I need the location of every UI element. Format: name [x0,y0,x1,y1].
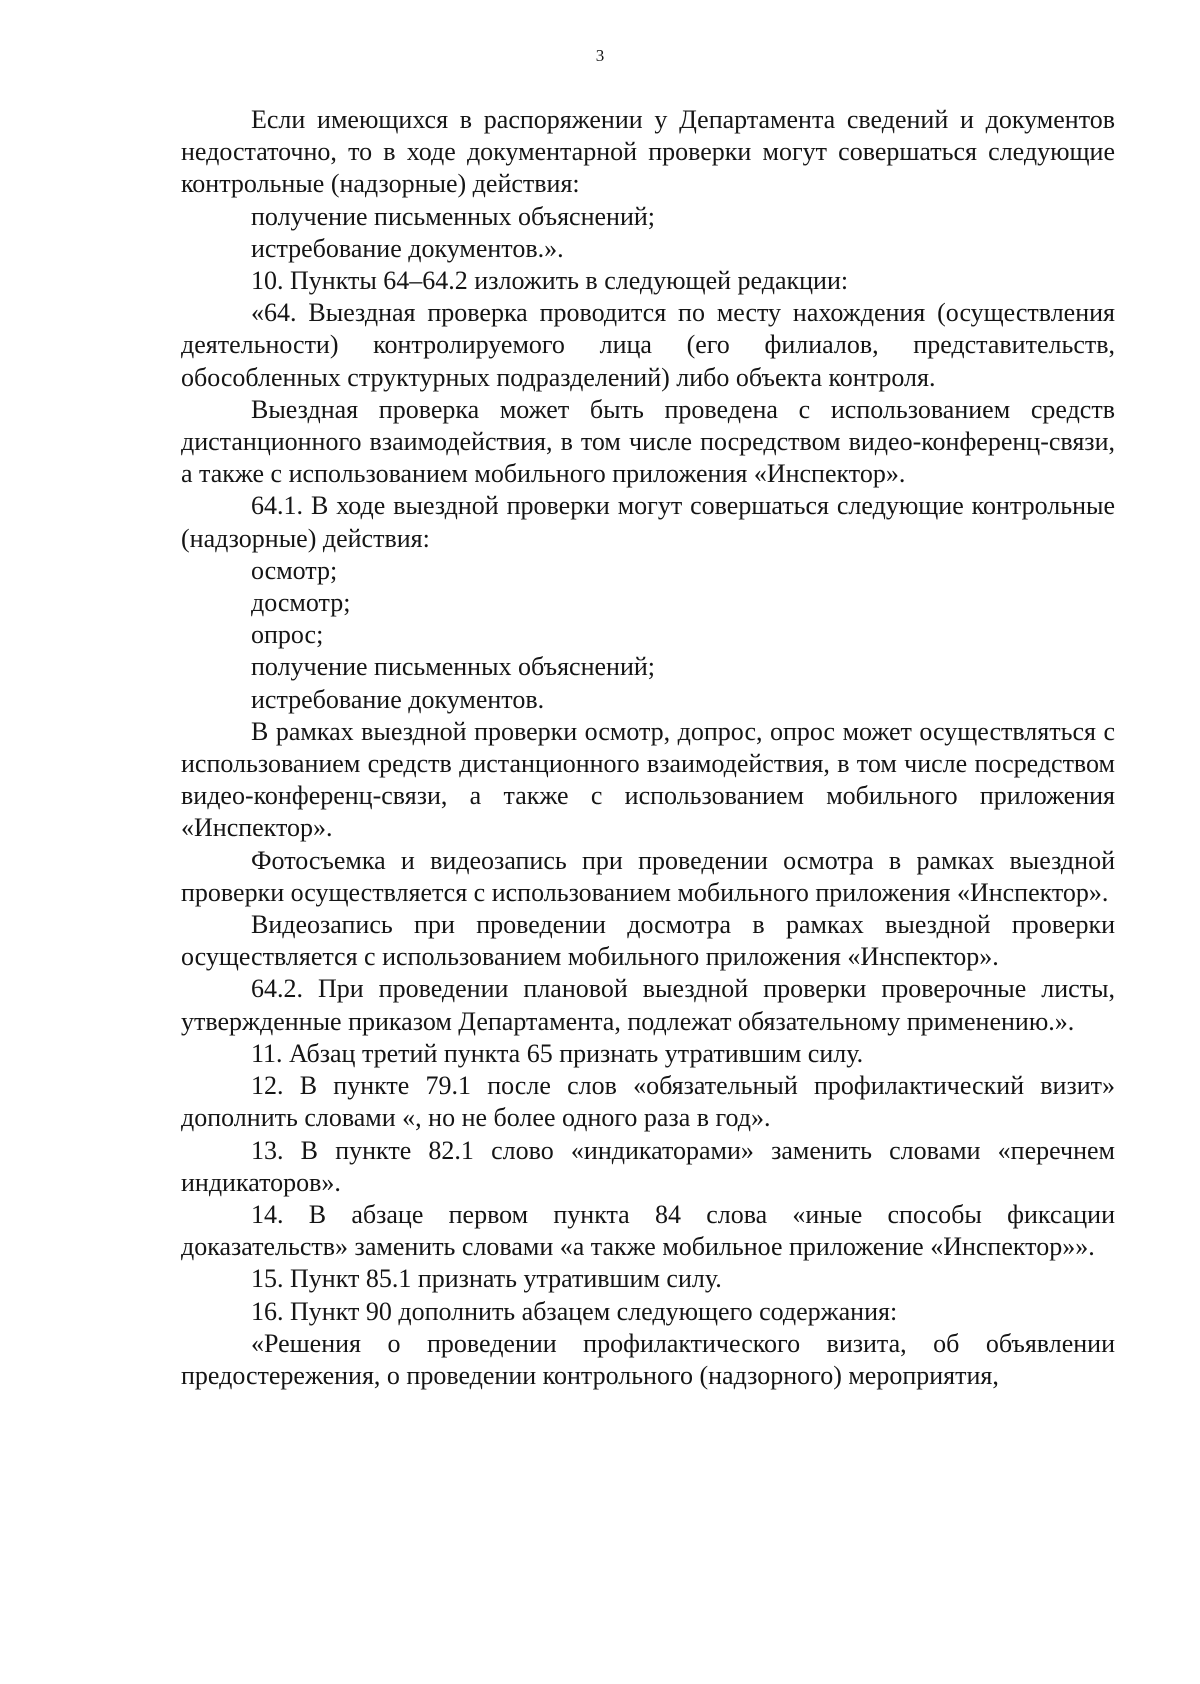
paragraph: В рамках выездной проверки осмотр, допрос, опрос может осуществляться с использованием средств дистанционного взаимодействия, в том числе посредством видео-конференц-связи, а также с использованием мобильного приложения «Инспектор». [181,716,1115,843]
list-item: 10. Пункты 64–64.2 изложить в следующей редакции: [251,266,849,296]
list-item: 11. Абзац третий пункта 65 признать утратившим силу. [251,1038,864,1068]
document-body [181,104,1115,1392]
page-number: 3 [595,46,605,65]
paragraph: Видеозапись при проведении досмотра в рамках выездной проверки осуществляется с использованием мобильного приложения «Инспектор». [181,910,1115,972]
list-item: 15. Пункт 85.1 признать утратившим силу. [251,1264,722,1294]
list-item: получение письменных объяснений; [251,652,655,682]
list-item: получение письменных объяснений; [251,201,655,231]
paragraph: «64. Выездная проверка проводится по месту нахождения (осуществления деятельности) контролируемого лица (его филиалов, представительств, обособленных структурных подразделений) либо объекта контроля. [181,298,1115,392]
list-item: 16. Пункт 90 дополнить абзацем следующего содержания: [251,1296,898,1326]
list-item: осмотр; [251,555,338,585]
paragraph: 64.2. При проведении плановой выездной проверки проверочные листы, утвержденные приказом Департамента, подлежат обязательному применению.». [181,974,1115,1036]
list-item: опрос; [251,620,324,650]
paragraph: 14. В абзаце первом пункта 84 слова «иные способы фиксации доказательств» заменить словами «а также мобильное приложение «Инспектор»». [181,1199,1115,1262]
paragraph: 64.1. В ходе выездной проверки могут совершаться следующие контрольные (надзорные) действия: [181,491,1115,553]
list-item: досмотр; [251,588,351,618]
paragraph: «Решения о проведении профилактического визита, об объявлении предостережения, о проведении контрольного (надзорного) мероприятия, [181,1328,1115,1390]
paragraph: Фотосъемка и видеозапись при проведении осмотра в рамках выездной проверки осуществляется с использованием мобильного приложения «Инспектор». [181,845,1115,907]
paragraph: Если имеющихся в распоряжении у Департамента сведений и документов недостаточно, то в ходе документарной проверки могут совершаться следующие контрольные (надзорные) действия: [181,105,1115,199]
paragraph: 12. В пункте 79.1 после слов «обязательный профилактический визит» дополнить словами «, но не более одного раза в год». [181,1071,1115,1133]
list-item: истребование документов.». [251,233,564,263]
paragraph: 13. В пункте 82.1 слово «индикаторами» заменить словами «перечнем индикаторов». [181,1135,1115,1197]
paragraph: Выездная проверка может быть проведена с использованием средств дистанционного взаимодействия, в том числе посредством видео-конференц-связи, а также с использованием мобильного приложения «Инспектор». [181,394,1115,489]
list-item: истребование документов. [251,684,545,714]
